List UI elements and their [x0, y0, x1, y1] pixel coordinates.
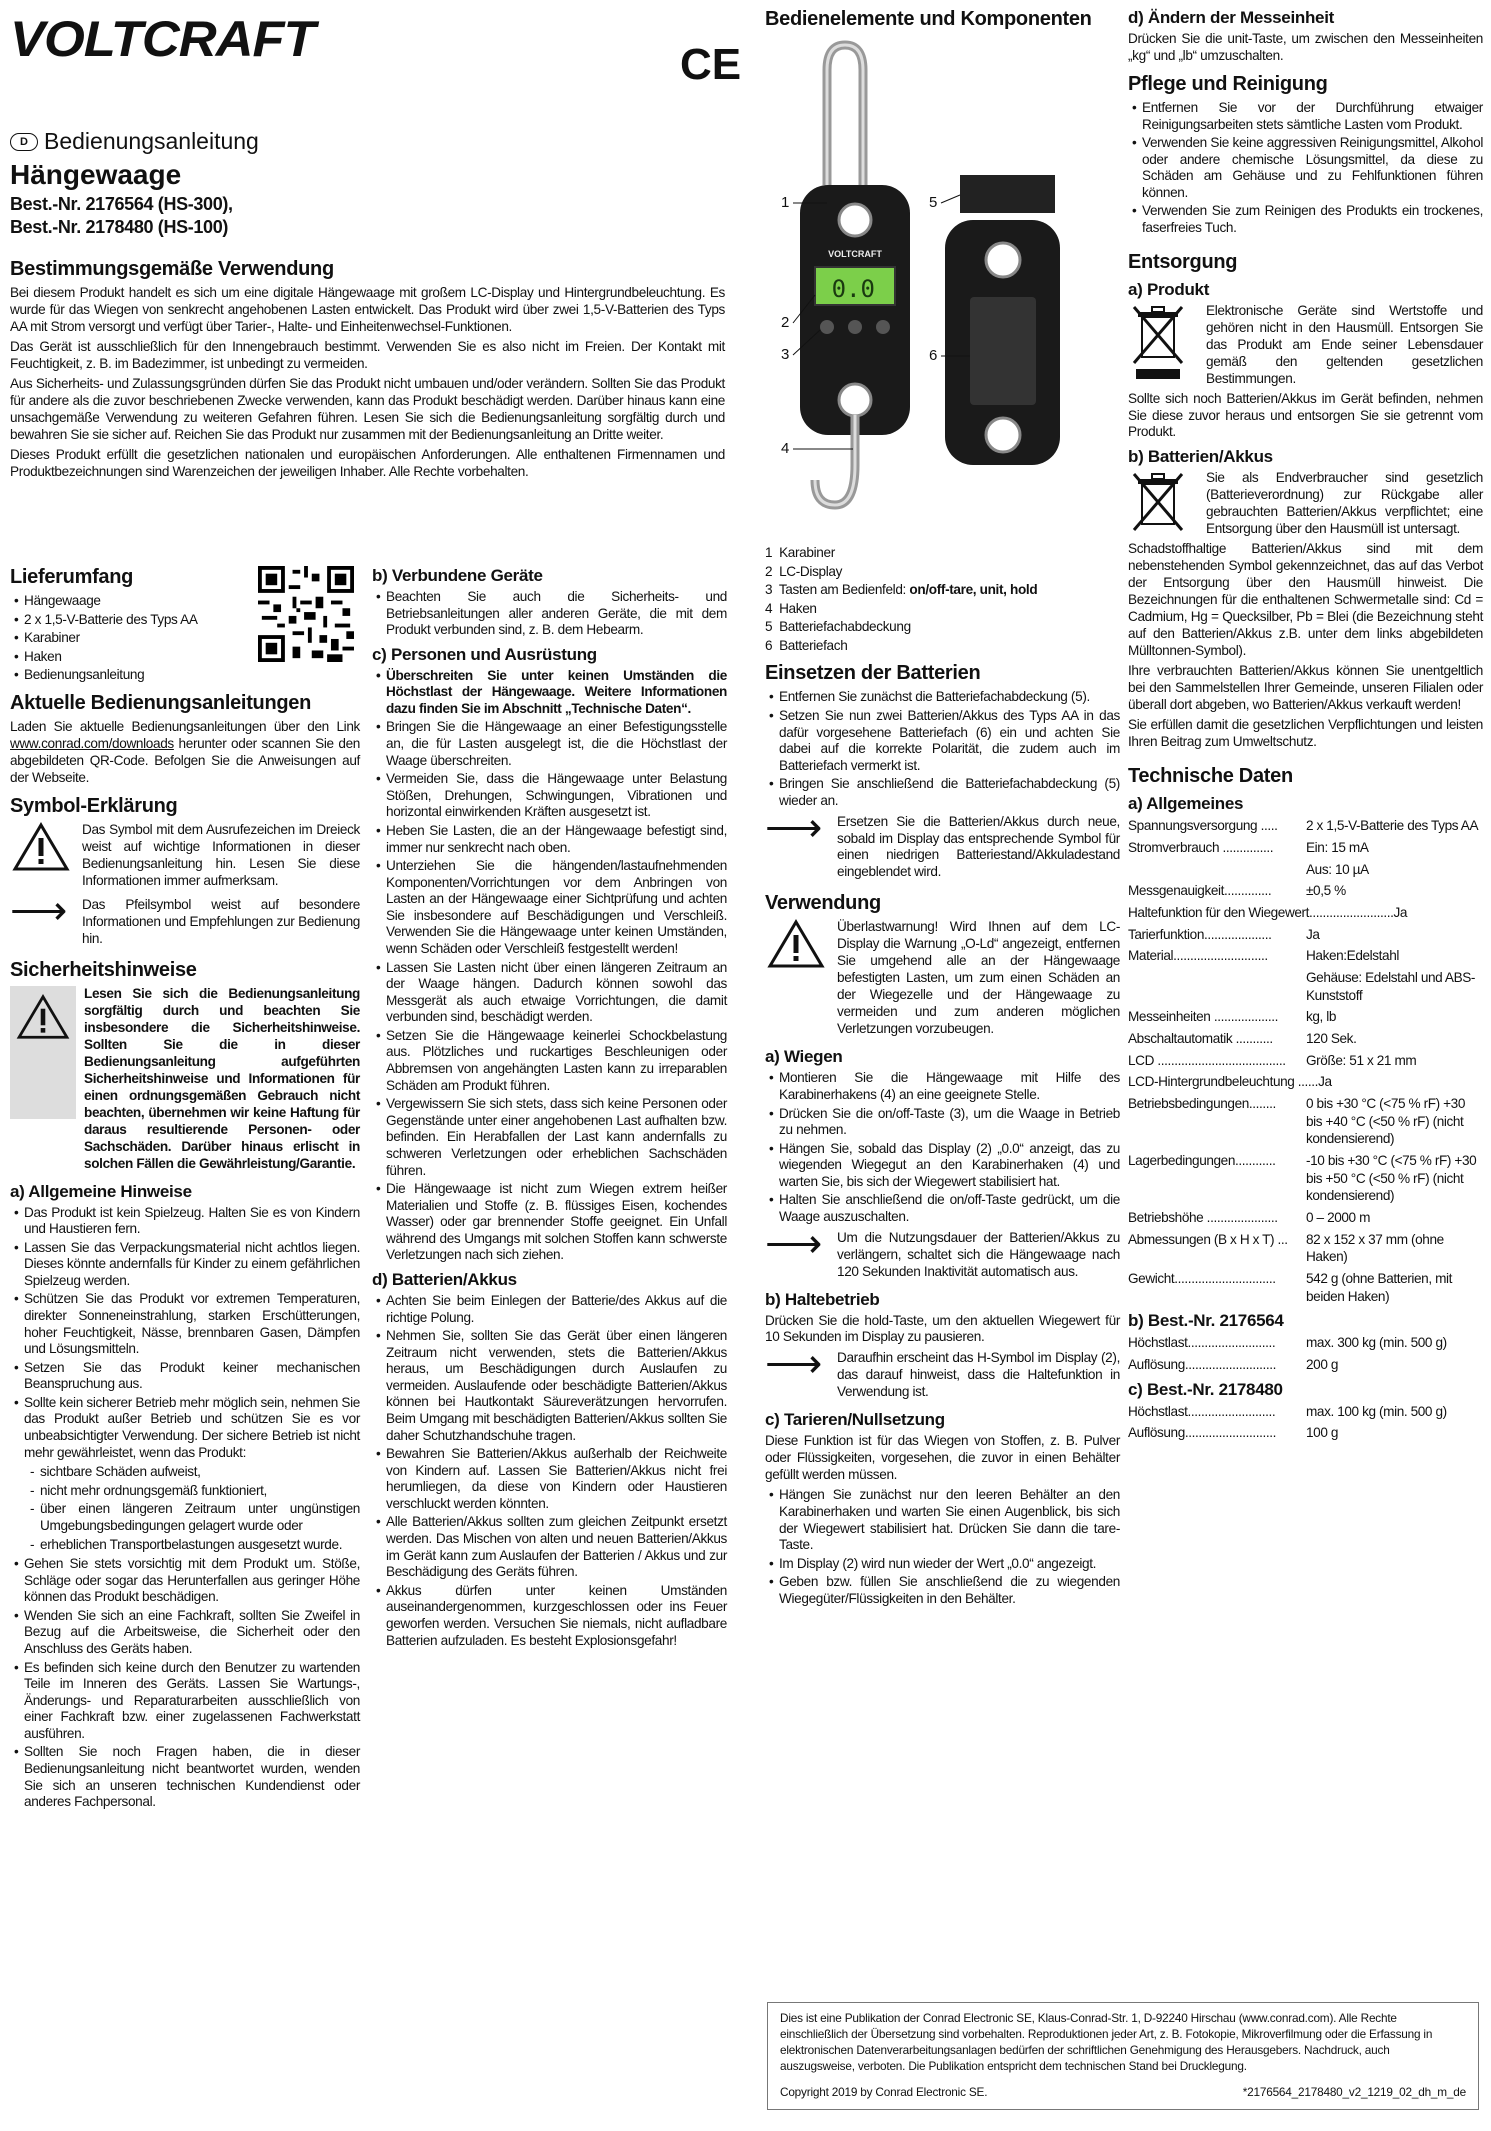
- spec-value: 100 g: [1306, 1425, 1339, 1441]
- overload-warning-text: Überlastwarnung! Wird Ihnen auf dem LC-Display die Warnung „O-Ld“ angezeigt, entfernen Sie umgehend alle an der Hängewaage befestigten Lasten, um zum einen Schäden an der Wiegezelle und der Hängewaage zu vermeiden und zum anderen möglichen Verletzungen vorzubeugen.: [837, 919, 1120, 1037]
- general-notes-list-2: [10, 1556, 360, 1811]
- callout-number: 6: [929, 347, 938, 364]
- care-list: [1128, 100, 1483, 237]
- components-heading: Bedienelemente und Komponenten: [765, 8, 1092, 30]
- button-icon[interactable]: [820, 320, 834, 334]
- spec-value: Haken:Edelstahl: [1306, 948, 1399, 964]
- ce-mark: CE: [680, 40, 742, 89]
- footer-box: [767, 2002, 1479, 2110]
- spec-key: Material............................: [1128, 948, 1268, 964]
- safety-heading: Sicherheitshinweise: [10, 958, 197, 981]
- manual-label-text: Bedienungsanleitung: [44, 128, 259, 154]
- spec-value: Ja: [1306, 926, 1320, 942]
- scope-heading: Lieferumfang: [10, 566, 134, 588]
- spec-key: Abmessungen (B x H x T) ...: [1128, 1231, 1288, 1247]
- crossed-bin-icon: [1128, 470, 1188, 536]
- list-item: - nicht mehr ordnungsgemäß funktioniert,: [10, 1483, 360, 1500]
- safety-warning-box: [10, 986, 76, 1119]
- scope-item: • Hängewaage: [10, 593, 360, 610]
- batteries-heading: d) Batterien/Akkus: [372, 1269, 517, 1289]
- spec-value: Aus: 10 µA: [1306, 861, 1369, 877]
- disposal-product-text-2: Sollte sich noch Batterien/Akkus im Gerät befinden, nehmen Sie diese zuvor heraus und entsorgen Sie sie getrennt vom Produkt.: [1128, 390, 1483, 440]
- spec-key: Lagerbedingungen............: [1128, 1153, 1276, 1169]
- current-manuals-heading: Aktuelle Bedienungsanleitungen: [10, 691, 312, 714]
- list-item: • Lassen Sie Lasten nicht über einen längeren Zeitraum an der Waage hängen. Dadurch können sowohl das Messgerät als auch etwaige Vorrichtungen, die damit verbunden sind, beschädigt werden.: [372, 960, 727, 1026]
- spec-key: Tarierfunktion....................: [1128, 926, 1272, 942]
- list-item: - erheblichen Transportbelastungen ausgesetzt wurde.: [10, 1537, 360, 1554]
- spec-value: 0 bis +30 °C (<75 % rF) +30 bis +40 °C (<50 % rF) (nicht kondensierend): [1306, 1096, 1465, 1147]
- weighing-list: [765, 1070, 1120, 1225]
- warning-symbol-row: [10, 822, 360, 893]
- footer-copyright: Copyright 2019 by Conrad Electronic SE.: [780, 2084, 988, 2099]
- crossed-bin-icon: [1128, 303, 1188, 383]
- spec-value: max. 100 kg (min. 500 g): [1306, 1403, 1447, 1419]
- callout-number: 3: [781, 346, 790, 363]
- list-item: • Nehmen Sie, sollten Sie das Gerät über einen längeren Zeitraum nicht verwenden, stets die Batterien/Akkus heraus, um Beschädigungen durch Auslaufen zu vermeiden. Auslaufende oder beschädigte Batterien/Akkus können bei Hautkontakt Säureverätzungen hervorrufen. Beim Umgang mit beschädigten Batterien/Akkus sollten Sie daher Schutzhandschuhe tragen.: [372, 1328, 727, 1444]
- spec-row: [1128, 882, 1483, 900]
- lcd-brand-label: VOLTCRAFT: [828, 249, 882, 259]
- spec-row: [1128, 926, 1483, 944]
- arrow-icon: ⟶: [765, 1342, 823, 1387]
- spec-key: [1128, 969, 1306, 1004]
- disposal-product-heading: a) Produkt: [1128, 279, 1210, 299]
- list-item: • Setzen Sie das Produkt keiner mechanischen Beanspruchung aus.: [10, 1360, 360, 1393]
- spec-key: Auflösung...........................: [1128, 1357, 1277, 1373]
- tare-text: Diese Funktion ist für das Wiegen von Stoffen, z. B. Pulver oder Flüssigkeiten, vorgesehen, die zuvor in einen Behälter gefüllt werden müssen.: [765, 1433, 1120, 1483]
- disposal-batteries-heading: b) Batterien/Akkus: [1128, 447, 1273, 467]
- unsafe-conditions-list: [10, 1464, 360, 1553]
- spec-key: Betriebsbedingungen........: [1128, 1096, 1276, 1112]
- disposal-product-text: Elektronische Geräte sind Wertstoffe und gehören nicht in den Hausmüll. Entsorgen Sie das Produkt am Ende seiner Lebensdauer gemäß den geltenden gesetzlichen Bestimmungen.: [1206, 302, 1483, 386]
- general-notes-list: [10, 1205, 360, 1462]
- spec-value: Ein: 15 mA: [1306, 839, 1369, 855]
- spec-key: Messeinheiten ...................: [1128, 1009, 1278, 1025]
- spec-key: [1128, 861, 1306, 879]
- list-item: • Hängen Sie, sobald das Display (2) „0.0“ anzeigt, das zu wiegenden Wiegegut an den Karabinerhaken (4) und warten Sie, bis sich der Wiegewert stabilisiert hat.: [765, 1141, 1120, 1191]
- disposal-product-row: [1128, 303, 1483, 391]
- warning-triangle-icon: [13, 822, 69, 872]
- current-manuals-text: Laden Sie aktuelle Bedienungsanleitungen über den Link www.conrad.com/downloads herunter oder scannen Sie den abgebildeten QR-Code. Befolgen Sie die Anweisungen auf der Webseite.: [10, 718, 360, 785]
- arrow-icon: ⟶: [765, 1221, 823, 1266]
- spec-row: [1128, 1209, 1483, 1227]
- spec-row: [1128, 1334, 1483, 1352]
- spec-row: [1128, 1424, 1483, 1442]
- spec-key: Höchstlast..........................: [1128, 1335, 1276, 1351]
- list-item: • Bringen Sie anschließend die Batteriefachabdeckung (5) wieder an.: [765, 776, 1120, 809]
- lcd-value: 0.0: [831, 275, 875, 303]
- tech-model-c-heading: c) Best.-Nr. 2178480: [1128, 1379, 1283, 1399]
- list-item: • Achten Sie beim Einlegen der Batterie/des Akkus auf die richtige Polung.: [372, 1293, 727, 1326]
- order-number-2: Best.-Nr. 2178480 (HS-100): [10, 217, 229, 238]
- spec-row: [1128, 839, 1483, 857]
- list-item: - über einen längeren Zeitraum unter ungünstigen Umgebungsbedingungen gelagert wurde oder: [10, 1501, 360, 1534]
- intended-use-heading: Bestimmungsgemäße Verwendung: [10, 257, 334, 280]
- battery-note: Ersetzen Sie die Batterien/Akkus durch neue, sobald im Display das entsprechende Symbol für einen niedrigen Batteriestand/Akkuladestand eingeblendet wird.: [837, 813, 1120, 880]
- list-item: 1 Karabiner: [765, 545, 835, 560]
- insert-batteries-list: [765, 689, 1120, 809]
- disposal-heading: Entsorgung: [1128, 250, 1238, 273]
- list-item: • Vermeiden Sie, dass die Hängewaage unter Belastung Stößen, Drehungen, Schwingungen, Vibrationen und horizontal einwirkenden Kräften ausgesetzt ist.: [372, 771, 727, 821]
- spec-row: [1128, 1095, 1483, 1148]
- hold-heading: b) Haltebetrieb: [765, 1289, 880, 1309]
- connected-devices-list: [372, 589, 727, 639]
- list-item: • Vergewissern Sie sich stets, dass sich keine Personen oder Gegenstände unter einer angehobenen Last aufhalten bzw. befinden. Ein Herabfallen der Last kann andernfalls zu schweren Verletzungen oder erheblichen Sachschäden führen.: [372, 1096, 727, 1179]
- hold-note: Daraufhin erscheint das H-Symbol im Display (2), das darauf hinweist, dass die Haltefunktion in Verwendung ist.: [837, 1350, 1120, 1400]
- spec-row: [1128, 1231, 1483, 1266]
- list-item: • Im Display (2) wird nun wieder der Wert „0.0“ angezeigt.: [765, 1556, 1120, 1573]
- list-item: • Hängen Sie zunächst nur den leeren Behälter an den Karabinerhaken und warten Sie einen Augenblick, bis sich der Wiegewert stabilisiert hat. Drücken Sie dann die tare-Taste.: [765, 1487, 1120, 1553]
- tare-heading: c) Tarieren/Nullsetzung: [765, 1410, 945, 1430]
- general-notes-heading: a) Allgemeine Hinweise: [10, 1181, 192, 1201]
- spec-row: [1128, 947, 1483, 965]
- list-item: • Schützen Sie das Produkt vor extremen Temperaturen, direkter Sonneneinstrahlung, starken Erschütterungen, hoher Feuchtigkeit, Nässe, brennbaren Gasen, Dämpfen und Lösungsmitteln.: [10, 1291, 360, 1357]
- list-item: • Sollten Sie noch Fragen haben, die in dieser Bedienungsanleitung nicht beantwortet wurden, wenden Sie sich an unseren technischen Kundendienst oder anderes Fachpersonal.: [10, 1744, 360, 1810]
- downloads-link[interactable]: www.conrad.com/downloads: [10, 735, 174, 751]
- spec-row: [1128, 1073, 1483, 1091]
- usage-heading: Verwendung: [765, 892, 881, 915]
- callout-number: 2: [781, 314, 790, 331]
- list-item: • Alle Batterien/Akkus sollten zum gleichen Zeitpunkt ersetzt werden. Das Mischen von alten und neuen Batterien/Akkus im Gerät kann zum Auslaufen der Batterien / Akkus und zur Beschädigung des Geräts führen.: [372, 1514, 727, 1580]
- spec-key: Stromverbrauch ...............: [1128, 839, 1274, 855]
- spec-key: Auflösung...........................: [1128, 1425, 1277, 1441]
- symbols-heading: Symbol-Erklärung: [10, 794, 178, 817]
- scope-item: • Bedienungsanleitung: [10, 667, 360, 684]
- spec-value: 2 x 1,5-V-Batterie des Typs AA: [1306, 818, 1479, 834]
- button-icon[interactable]: [848, 320, 862, 334]
- warning-triangle-icon: [768, 919, 824, 969]
- spec-row: [1128, 1152, 1483, 1205]
- batteries-list: [372, 1293, 727, 1649]
- disposal-batteries-text-3: Ihre verbrauchten Batterien/Akkus können Sie unentgeltlich bei den Sammelstellen Ihrer Gemeinde, unseren Filialen oder überall dort abgeben, wo Batterien/Akkus verkauft werden!: [1128, 663, 1483, 713]
- list-item: - sichtbare Schäden aufweist,: [10, 1464, 360, 1481]
- column-4: [1128, 8, 1483, 1446]
- scope-item: • Karabiner: [10, 630, 360, 647]
- spec-key: Abschaltautomatik ...........: [1128, 1031, 1273, 1046]
- list-item: • Das Produkt ist kein Spielzeug. Halten Sie es von Kindern und Haustieren fern.: [10, 1205, 360, 1238]
- tech-model-b-table: [1128, 1334, 1483, 1373]
- persons-heading: c) Personen und Ausrüstung: [372, 644, 597, 664]
- list-item: 4 Haken: [765, 600, 817, 616]
- order-number-1: Best.-Nr. 2176564 (HS-300),: [10, 194, 233, 214]
- scope-item: • Haken: [10, 649, 360, 666]
- safety-intro-row: [10, 986, 360, 1176]
- spec-value: kg, lb: [1306, 1009, 1337, 1025]
- spec-value: Größe: 51 x 21 mm: [1306, 1052, 1417, 1068]
- list-item: • Heben Sie Lasten, die an der Hängewaage befestigt sind, immer nur senkrecht nach oben.: [372, 823, 727, 856]
- list-item: • Entfernen Sie vor der Durchführung etwaiger Reinigungsarbeiten stets sämtliche Lasten vom Produkt.: [1128, 100, 1483, 133]
- spec-row: [1128, 1030, 1483, 1048]
- footer-code: *2176564_2178480_v2_1219_02_dh_m_de: [1242, 2084, 1466, 2099]
- spec-key: Haltefunktion für den Wiegewert.........................: [1128, 904, 1394, 920]
- spec-value: 120 Sek.: [1306, 1031, 1357, 1046]
- arrow-symbol-row: [10, 888, 360, 951]
- spec-value: ±0,5 %: [1306, 883, 1346, 899]
- components-list: [765, 545, 1120, 654]
- column-2: [372, 566, 727, 1652]
- tech-heading: Technische Daten: [1128, 765, 1293, 788]
- spec-value: max. 300 kg (min. 500 g): [1306, 1335, 1447, 1351]
- list-item: • Unterziehen Sie die hängenden/lastaufnehmenden Komponenten/Vorrichtungen vor dem Anbringen von Lasten an der Hängewaage einer Sichtprüfung und achten Sie insbesondere auf Beschädigungen und Verschleiß. Verwenden Sie die Hängewaage unter keinen Umständen, wenn Schäden oder Verschleiß festgestellt werden!: [372, 858, 727, 957]
- list-item: • Überschreiten Sie unter keinen Umständen die Höchstlast der Hängewaage. Weitere Informationen dazu finden Sie im Abschnitt „Technische Daten“.: [372, 668, 727, 718]
- product-title: Hängewaage: [10, 159, 182, 190]
- spec-row: [1128, 1356, 1483, 1374]
- spec-value: 200 g: [1306, 1357, 1339, 1373]
- column-1: [10, 566, 360, 1814]
- warning-symbol-text: Das Symbol mit dem Ausrufezeichen im Dreieck weist auf wichtige Informationen in dieser Bedienungsanleitung hin. Lesen Sie diese Informationen immer aufmerksam.: [82, 821, 360, 888]
- spec-value: 542 g (ohne Batterien, mit beiden Haken): [1306, 1271, 1453, 1304]
- intended-use-p3: Aus Sicherheits- und Zulassungsgründen dürfen Sie das Produkt nicht umbauen und/oder verändern. Sollten Sie das Produkt für andere als die zuvor beschriebenen Zwecke verwenden, kann das Produkt beschädigt werden. Darüber hinaus kann eine unsachgemäße Verwendung zu weiteren Gefahren führen. Lesen Sie sich die Bedienungsanleitung sorgfältig durch und bewahren Sie sie sicher auf. Reichen Sie das Produkt nur zusammen mit der Bedienungsanleitung an Dritte weiter.: [10, 375, 725, 442]
- list-item: • Sollte kein sicherer Betrieb mehr möglich sein, nehmen Sie das Produkt außer Betrieb und schützen Sie es vor unbeabsichtigter Verwendung. Der sichere Betrieb ist nicht mehr gewährleistet, wenn das Produkt:: [10, 1395, 360, 1461]
- list-item: • Es befinden sich keine durch den Benutzer zu wartenden Teile im Inneren des Geräts. Lassen Sie Wartungs-, Änderungs- und Reparaturarbeiten ausschließlich von einer Fachkraft bzw. einer zugelassenen Fachwerkstatt ausführen.: [10, 1660, 360, 1743]
- disposal-batteries-text-2: Schadstoffhaltige Batterien/Akkus sind mit dem nebenstehenden Symbol gekennzeichnet, das auf das Verbot der Entsorgung über den Hausmüll hinweist. Die Bezeichnungen für die enthaltenen Schwermetalle sind: Cd = Cadmium, Hg = Quecksilber, Pb = Blei (die Bezeichnung steht auf den Batterien/Akkus z.B. unter dem links abgebildeten Mülltonnen-Symbol).: [1128, 541, 1483, 659]
- footer-text: Dies ist eine Publikation der Conrad Electronic SE, Klaus-Conrad-Str. 1, D-92240 Hirschau (www.conrad.com). Alle Rechte einschließlich der Übersetzung sind vorbehalten. Reproduktionen jeder Art, z. B. Fotokopie, Mikroverfilmung oder die Erfassung in elektronischen Datenverarbeitungsanlagen bedürfen der schriftlichen Genehmigung des Herausgebers. Nachdruck, auch auszugsweise, verboten. Die Publikation entspricht dem technischen Stand bei Drucklegung.: [780, 2011, 1433, 2073]
- arrow-icon: ⟶: [765, 805, 823, 850]
- list-item: • Setzen Sie nun zwei Batterien/Akkus des Typs AA in das dafür vorgesehene Batteriefach (6) ein und achten Sie dabei auf die korrekte Polarität, die zudem auch im Batteriefach vermerkt ist.: [765, 708, 1120, 774]
- list-item: 5 Batteriefachabdeckung: [765, 619, 911, 635]
- connected-devices-heading: b) Verbundene Geräte: [372, 566, 543, 585]
- list-item: • Wenden Sie sich an eine Fachkraft, sollten Sie Zweifel in Bezug auf die Arbeitsweise, die Sicherheit oder den Anschluss des Geräts haben.: [10, 1608, 360, 1658]
- language-badge: D: [10, 133, 38, 151]
- arrow-icon: ⟶: [10, 888, 68, 933]
- hanging-scale-illustration: [765, 35, 1120, 545]
- qr-code-icon[interactable]: [258, 566, 354, 662]
- list-item: • Bewahren Sie Batterien/Akkus außerhalb der Reichweite von Kindern auf. Lassen Sie Batterien/Akkus nicht frei herumliegen, da diese von Kindern oder Haustieren verschluckt werden könnten.: [372, 1446, 727, 1512]
- spec-row: [1128, 969, 1483, 1004]
- spec-key: LCD ......................................: [1128, 1052, 1286, 1068]
- tech-general-heading: a) Allgemeines: [1128, 794, 1244, 814]
- warning-triangle-icon: [17, 994, 69, 1040]
- overload-warning-row: [765, 919, 1120, 1041]
- spec-value: 82 x 152 x 37 mm (ohne Haken): [1306, 1231, 1444, 1265]
- intended-use-p1: Bei diesem Produkt handelt es sich um eine digitale Hängewaage mit großem LC-Display und Hintergrundbeleuchtung. Es wurde für das Wiegen von senkrecht angehobenen Lasten entwickelt. Das Produkt wird über zwei 1,5-V-Batterien des Typs AA mit Strom versorgt und verfügt über Tarier-, Halte- und Einheitenwechsel-Funktionen.: [10, 284, 725, 334]
- spec-value: Ja: [1318, 1074, 1332, 1090]
- tech-model-c-table: [1128, 1403, 1483, 1442]
- list-item: • Akkus dürfen unter keinen Umständen auseinandergenommen, kurzgeschlossen oder ins Feuer geworfen werden. Versuchen Sie niemals, nicht aufladbare Batterien aufzuladen. Es besteht Explosionsgefahr!: [372, 1583, 727, 1649]
- tare-list: [765, 1487, 1120, 1607]
- spec-row: [1128, 1052, 1483, 1070]
- spec-value: Ja: [1393, 904, 1408, 920]
- hold-note-row: [765, 1342, 1120, 1404]
- list-item: • Verwenden Sie keine aggressiven Reinigungsmittel, Alkohol oder andere chemische Lösungsmittel, da diese zu Schäden am Gehäuse und zu Fehlfunktionen führen können.: [1128, 135, 1483, 201]
- persons-list: [372, 668, 727, 1264]
- scope-item: • 2 x 1,5-V-Batterie des Typs AA: [10, 612, 360, 629]
- spec-key: Spannungsversorgung .....: [1128, 818, 1278, 834]
- list-item: • Die Hängewaage ist nicht zum Wiegen extrem heißer Materialien und Stoffe (z. B. flüssiges Eisen, kochendes Wasser) oder gar brennender Stoffe geeignet. Ein Unfall während des Umgangs mit solchen Stoffen kann schwerste Verletzungen nach sich ziehen.: [372, 1181, 727, 1264]
- hold-text: Drücken Sie die hold-Taste, um den aktuellen Wiegewert für 10 Sekunden im Display zu pausieren.: [765, 1312, 1120, 1345]
- spec-value: -10 bis +30 °C (<75 % rF) +30 bis +50 °C (<50 % rF) (nicht kondensierend): [1306, 1153, 1477, 1204]
- list-item: 3 Tasten am Bedienfeld: on/off-tare, unit, hold: [765, 582, 1038, 598]
- tech-model-b-heading: b) Best.-Nr. 2176564: [1128, 1311, 1284, 1331]
- spec-key: LCD-Hintergrundbeleuchtung ......: [1128, 1074, 1319, 1090]
- disposal-batteries-text: Sie als Endverbraucher sind gesetzlich (Batterieverordnung) zur Rückgabe aller gebrauchten Batterien/Akkus verpflichtet; eine Entsorgung über den Hausmüll ist untersagt.: [1206, 470, 1483, 537]
- spec-row: [1128, 1008, 1483, 1026]
- list-item: • Beachten Sie auch die Sicherheits- und Betriebsanleitungen aller anderen Geräte, die mit dem Produkt verbunden sind, z. B. dem Hebearm.: [372, 589, 727, 639]
- intended-use-p4: Dieses Produkt erfüllt die gesetzlichen nationalen und europäischen Anforderungen. Alle enthaltenen Firmennamen und Produktbezeichnungen sind Warenzeichen der jeweiligen Inhaber. Alle Rechte vorbehalten.: [10, 446, 725, 479]
- column-3: [765, 8, 1120, 1610]
- spec-row: [1128, 817, 1483, 835]
- unit-text: Drücken Sie die unit-Taste, um zwischen den Messeinheiten „kg“ und „lb“ umzuschalten.: [1128, 31, 1483, 63]
- spec-value: Gehäuse: Edelstahl und ABS-Kunststoff: [1306, 969, 1476, 1003]
- insert-batteries-heading: Einsetzen der Batterien: [765, 662, 981, 685]
- spec-row: [1128, 1270, 1483, 1305]
- manual-label: [10, 128, 725, 155]
- care-heading: Pflege und Reinigung: [1128, 72, 1328, 95]
- list-item: • Setzen Sie die Hängewaage keinerlei Schockbelastung aus. Plötzliches und ruckartiges Beschleunigen oder Abbremsen von angehängten Lasten kann zu irreparablen Schäden am Produkt führen.: [372, 1028, 727, 1094]
- list-item: • Drücken Sie die on/off-Taste (3), um die Waage in Betrieb zu nehmen.: [765, 1106, 1120, 1139]
- spec-key: Betriebshöhe .....................: [1128, 1210, 1278, 1226]
- spec-key: Gewicht..............................: [1128, 1271, 1276, 1287]
- list-item: • Geben bzw. füllen Sie anschließend die zu wiegenden Wiegegüter/Flüssigkeiten in den Behälter.: [765, 1574, 1120, 1607]
- disposal-batteries-text-4: Sie erfüllen damit die gesetzlichen Verpflichtungen und leisten Ihren Beitrag zum Umweltschutz.: [1128, 717, 1483, 750]
- tech-general-table: [1128, 817, 1483, 1305]
- list-item: 2 LC-Display: [765, 563, 843, 579]
- brand-logo: VOLTCRAFT: [10, 11, 315, 67]
- list-item: • Entfernen Sie zunächst die Batteriefachabdeckung (5).: [765, 689, 1120, 706]
- spec-row: [1128, 904, 1483, 922]
- callout-number: 4: [781, 440, 790, 457]
- safety-intro-text: Lesen Sie sich die Bedienungsanleitung sorgfältig durch und beachten Sie insbesondere die Sicherheitshinweise. Sollten Sie die in dieser Bedienungsanleitung aufgeführten Sicherheitshinweise und Informationen für einen ordnungsgemäßen Gebrauch nicht beachten, übernehmen wir keine Haftung für daraus resultierende Personen- oder Sachschäden. Darüber hinaus erlischt in solchen Fällen die Gewährleistung/Garantie.: [84, 985, 360, 1171]
- list-item: 6 Batteriefach: [765, 637, 848, 653]
- list-item: • Montieren Sie die Hängewaage mit Hilfe des Karabinerhakens (4) an eine geeignete Stelle.: [765, 1070, 1120, 1103]
- arrow-symbol-text: Das Pfeilsymbol weist auf besondere Informationen und Empfehlungen zur Bedienung hin.: [82, 896, 360, 946]
- spec-key: Messgenauigkeit..............: [1128, 883, 1272, 899]
- spec-row: [1128, 1403, 1483, 1421]
- intended-use-p2: Das Gerät ist ausschließlich für den Innengebrauch bestimmt. Verwenden Sie es also nicht im Freien. Der Kontakt mit Feuchtigkeit, z. B. im Badezimmer, ist unbedingt zu vermeiden.: [10, 338, 725, 371]
- weighing-note-row: [765, 1221, 1120, 1284]
- product-illustration: [765, 35, 1120, 545]
- battery-note-row: [765, 805, 1120, 885]
- callout-number: 5: [929, 194, 938, 211]
- weighing-note: Um die Nutzungsdauer der Batterien/Akkus zu verlängern, schaltet sich die Hängewaage nach 120 Sekunden Inaktivität automatisch aus.: [837, 1229, 1120, 1279]
- list-item: • Gehen Sie stets vorsichtig mit dem Produkt um. Stöße, Schläge oder sogar das Herunterfallen aus geringer Höhe können das Produkt beschädigen.: [10, 1556, 360, 1606]
- weighing-heading: a) Wiegen: [765, 1047, 843, 1067]
- unit-heading: d) Ändern der Messeinheit: [1128, 8, 1334, 27]
- disposal-batteries-row: [1128, 470, 1483, 541]
- button-icon[interactable]: [876, 320, 890, 334]
- spec-key: Höchstlast..........................: [1128, 1403, 1276, 1419]
- left-header: [10, 10, 742, 484]
- list-item: • Halten Sie anschließend die on/off-Taste gedrückt, um die Waage auszuschalten.: [765, 1192, 1120, 1225]
- spec-row: [1128, 861, 1483, 879]
- callout-number: 1: [781, 194, 790, 211]
- spec-value: 0 – 2000 m: [1306, 1210, 1371, 1226]
- list-item: • Lassen Sie das Verpackungsmaterial nicht achtlos liegen. Dieses könnte andernfalls für Kinder zu einem gefährlichen Spielzeug werden.: [10, 1240, 360, 1290]
- list-item: • Verwenden Sie zum Reinigen des Produkts ein trockenes, faserfreies Tuch.: [1128, 203, 1483, 236]
- list-item: • Bringen Sie die Hängewaage an einer Befestigungsstelle an, die für Lasten ausgelegt ist, die die Höchstlast der Waage überschreiten.: [372, 719, 727, 769]
